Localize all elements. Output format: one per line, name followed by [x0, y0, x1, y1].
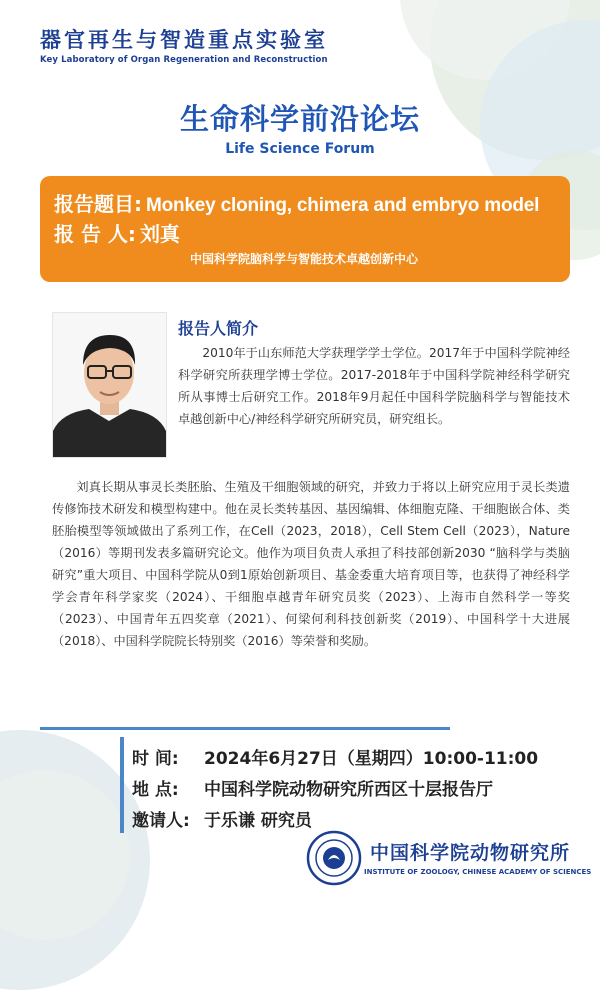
event-place: 中国科学院动物研究所西区十层报告厅 [204, 780, 493, 800]
event-time-row [132, 744, 538, 769]
divider-line [40, 727, 450, 730]
event-host: 于乐谦 研究员 [204, 811, 312, 831]
institute-name-en: INSTITUTE OF ZOOLOGY, CHINESE ACADEMY OF SCIENCES [364, 868, 592, 876]
time-label: 时 间: [132, 749, 179, 769]
bio-heading: 报告人简介 [178, 319, 259, 338]
speaker-row [54, 218, 180, 247]
institute-name-cn: 中国科学院动物研究所 [370, 842, 571, 864]
speaker-name: 刘真 [139, 222, 180, 246]
event-host-row [132, 806, 312, 831]
bio-paragraph-2: 刘真长期从事灵长类胚胎、生殖及干细胞领域的研究，并致力于将以上研究应用于灵长类遗传修饰技术研发和模型构建中。他在灵长类转基因、基因编辑、体细胞克隆、干细胞嵌合体、类胚胎模型等领域做出了系列工作，在Cell（2023，2018），Cell Stem Cell（2023），Nature（2016）等期刊发表多篇研究论文。他作为项目负责人承担了科技部创新2030 “脑科学与类脑研究”重大项目、中国科学院从0到1原始创新项目、基金委重大培育项目等，也获得了神经科学学会青年科学家奖（2024）、干细胞卓越青年研究员奖（2023）、上海市自然科学一等奖（2023）、中国青年五四奖章（2021）、何梁何利科技创新奖（2019）、中国科学十大进展（2018）、中国科学院院长特别奖（2016）等荣誉和奖励。 [52, 480, 570, 648]
talk-title-row [54, 188, 539, 217]
speaker-photo [52, 312, 167, 458]
talk-banner [40, 176, 570, 282]
host-label: 邀请人: [132, 811, 190, 831]
speaker-label: 报 告 人: [54, 222, 136, 246]
lab-logo [40, 24, 328, 65]
forum-title-en: Life Science Forum [225, 141, 375, 157]
lab-name-cn: 器官再生与智造重点实验室 [40, 28, 328, 52]
bio-paragraph-1: 2010年于山东师范大学获理学学士学位。2017年于中国科学院神经科学研究所获理学博士学位。2017-2018年于中国科学院神经科学研究所从事博士后研究工作。2018年9月起任中国科学院脑科学与智能技术卓越创新中心/神经科学研究所研究员，研究组长。 [178, 346, 570, 426]
speaker-affiliation: 中国科学院脑科学与智能技术卓越创新中心 [190, 252, 419, 266]
talk-title: Monkey cloning, chimera and embryo model [146, 195, 540, 216]
event-time: 2024年6月27日（星期四）10:00-11:00 [204, 749, 539, 769]
talk-title-label: 报告题目: [54, 192, 142, 216]
institute-seal-icon [306, 830, 362, 886]
forum-title-cn: 生命科学前沿论坛 [179, 102, 420, 136]
lab-name-en: Key Laboratory of Organ Regeneration and Reconstruction [40, 55, 328, 65]
event-place-row [132, 775, 493, 800]
divider-bar [120, 737, 124, 833]
place-label: 地 点: [132, 780, 179, 800]
